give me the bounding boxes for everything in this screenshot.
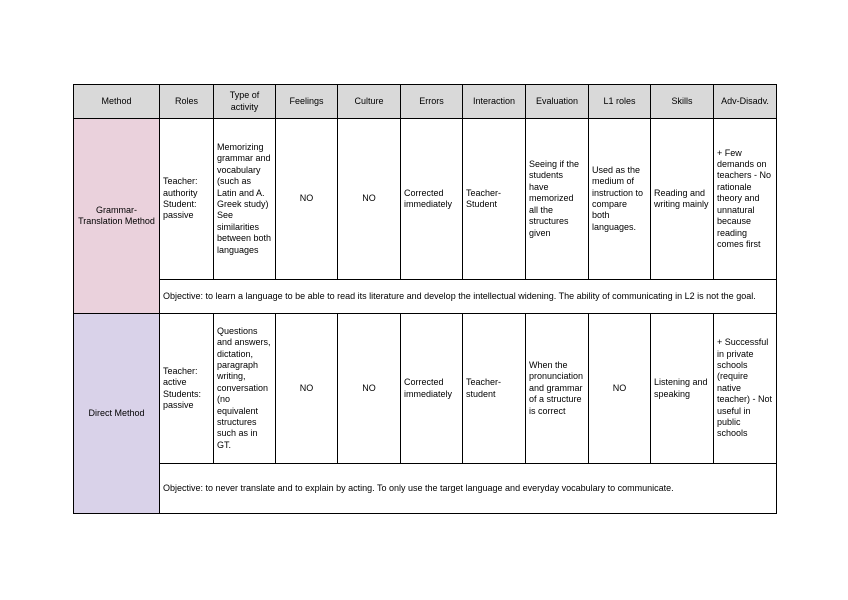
header-method: Method [74, 85, 160, 119]
header-interaction: Interaction [463, 85, 526, 119]
evaluation-cell: When the pronunciation and grammar of a structure is correct [526, 314, 589, 464]
header-activity: Type of activity [214, 85, 276, 119]
header-evaluation: Evaluation [526, 85, 589, 119]
table-row [74, 314, 777, 464]
roles-cell: Teacher: authority Student: passive [160, 119, 214, 280]
header-culture: Culture [338, 85, 401, 119]
header-row [74, 85, 777, 119]
activity-cell: Questions and answers, dictation, paragraph writing, conversation (no equivalent structures such as in GT. [214, 314, 276, 464]
header-skills: Skills [651, 85, 714, 119]
methods-table [73, 84, 777, 514]
culture-cell: NO [338, 314, 401, 464]
feelings-cell: NO [276, 314, 338, 464]
objective-row [74, 464, 777, 514]
l1roles-cell: NO [589, 314, 651, 464]
interaction-cell: Teacher-student [463, 314, 526, 464]
evaluation-cell: Seeing if the students have memorized all the structures given [526, 119, 589, 280]
header-roles: Roles [160, 85, 214, 119]
header-feelings: Feelings [276, 85, 338, 119]
objective-cell: Objective: to never translate and to explain by acting. To only use the target language and everyday vocabulary to communicate. [160, 464, 777, 514]
interaction-cell: Teacher-Student [463, 119, 526, 280]
activity-cell: Memorizing grammar and vocabulary (such as Latin and A. Greek study) See similarities between both languages [214, 119, 276, 280]
header-errors: Errors [401, 85, 463, 119]
skills-cell: Reading and writing mainly [651, 119, 714, 280]
method-cell-direct: Direct Method [74, 314, 160, 514]
table-row [74, 119, 777, 280]
header-l1roles: L1 roles [589, 85, 651, 119]
header-advdisadv: Adv-Disadv. [714, 85, 777, 119]
objective-row [74, 280, 777, 314]
skills-cell: Listening and speaking [651, 314, 714, 464]
errors-cell: Corrected immediately [401, 314, 463, 464]
culture-cell: NO [338, 119, 401, 280]
objective-cell: Objective: to learn a language to be able to read its literature and develop the intellectual widening. The ability of communicating in L2 is not the goal. [160, 280, 777, 314]
l1roles-cell: Used as the medium of instruction to compare both languages. [589, 119, 651, 280]
advdisadv-cell: + Successful in private schools (require native teacher) - Not useful in public schools [714, 314, 777, 464]
feelings-cell: NO [276, 119, 338, 280]
method-cell-grammar-translation: Grammar-Translation Method [74, 119, 160, 314]
advdisadv-cell: + Few demands on teachers - No rationale theory and unnatural because reading comes first [714, 119, 777, 280]
errors-cell: Corrected immediately [401, 119, 463, 280]
roles-cell: Teacher: active Students: passive [160, 314, 214, 464]
